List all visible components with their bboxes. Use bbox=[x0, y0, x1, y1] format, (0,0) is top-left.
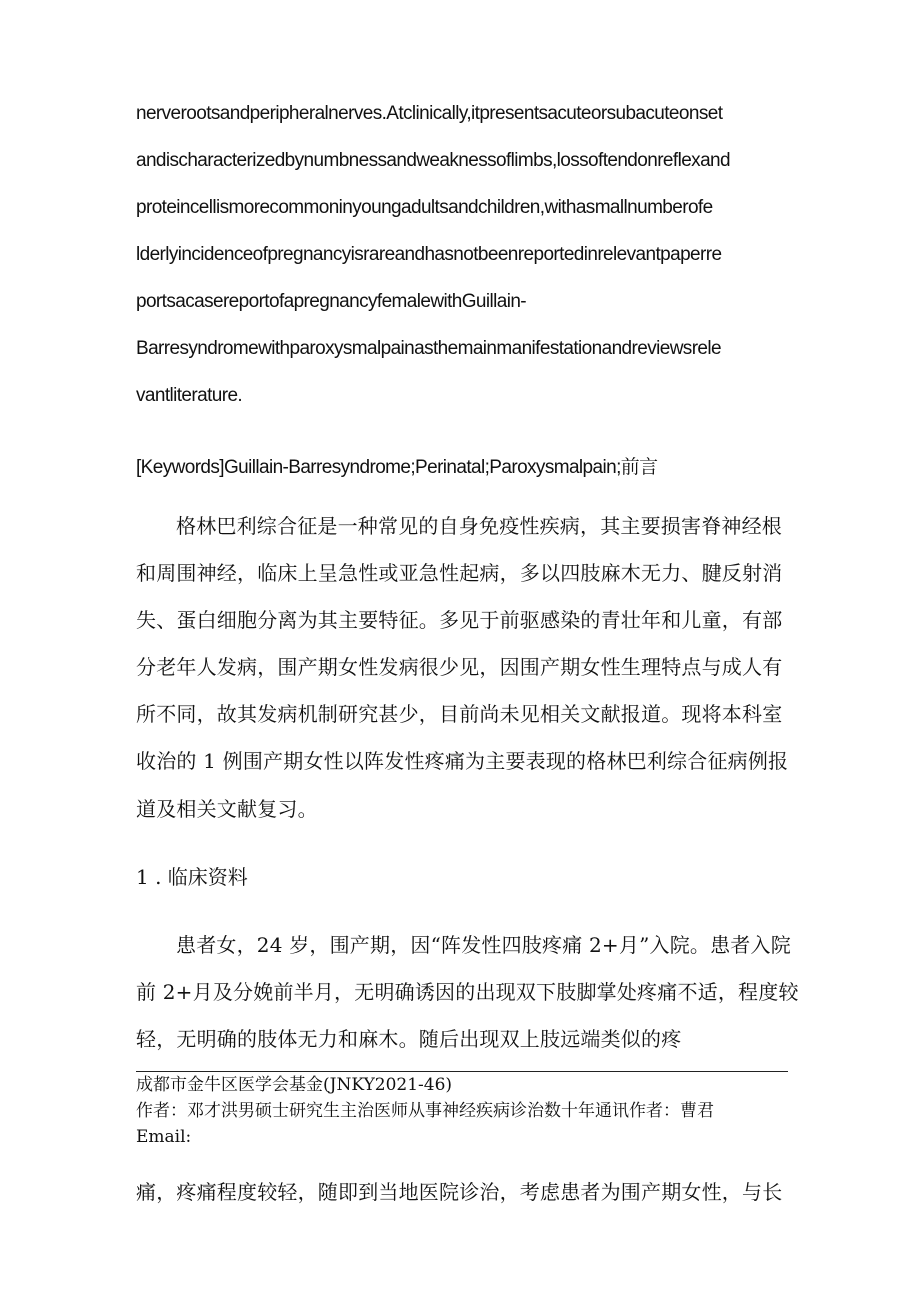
intro-line: 和周围神经，临床上呈急性或亚急性起病，多以四肢麻木无力、腱反射消 bbox=[136, 561, 783, 585]
intro-line: 所不同，故其发病机制研究甚少，目前尚未见相关文献报道。现将本科室 bbox=[136, 702, 783, 726]
footnote-author: 作者：邓才洪男硕士研究生主治医师从事神经疾病诊治数十年通讯作者：曹君 bbox=[136, 1101, 714, 1121]
abstract-line: nerverootsandperipheralnerves.Atclinically,itpresentsacuteorsubacuteonset bbox=[136, 103, 723, 124]
intro-line: 失、蛋白细胞分离为其主要特征。多见于前驱感染的青壮年和儿童，有部 bbox=[136, 608, 783, 632]
footnote-email: Email: bbox=[136, 1127, 192, 1147]
case-line: 患者女，24 岁，围产期，因“阵发性四肢疼痛 2+月”入院。患者入院 bbox=[176, 933, 791, 957]
abstract-line: vantliterature. bbox=[136, 385, 243, 406]
footnote-separator bbox=[136, 1071, 788, 1072]
intro-line: 格林巴利综合征是一种常见的自身免疫性疾病，其主要损害脊神经根 bbox=[176, 514, 782, 538]
abstract-line: andischaracterizedbynumbnessandweaknessoflimbs,lossoftendonreflexand bbox=[136, 150, 730, 171]
case-line: 前 2+月及分娩前半月，无明确诱因的出现双下肢脚掌处疼痛不适，程度较 bbox=[136, 980, 799, 1004]
case-line: 轻，无明确的肢体无力和麻木。随后出现双上肢远端类似的疼 bbox=[136, 1027, 682, 1051]
abstract-line: Barresyndromewithparoxysmalpainasthemainmanifestationandreviewsrele bbox=[136, 338, 721, 359]
abstract-line: proteincellismorecommoninyoungadultsandchildren,withasmallnumberofe bbox=[136, 197, 713, 218]
footnote-fund: 成都市金牛区医学会基金(JNKY2021-46) bbox=[136, 1075, 453, 1095]
section-heading: 1 . 临床资料 bbox=[136, 865, 248, 889]
continuation-line: 痛，疼痛程度较轻，随即到当地医院诊治，考虑患者为围产期女性，与长 bbox=[136, 1180, 783, 1204]
intro-line: 道及相关文献复习。 bbox=[136, 797, 318, 821]
intro-line: 分老年人发病，围产期女性发病很少见，因围产期女性生理特点与成人有 bbox=[136, 655, 783, 679]
abstract-line: lderlyincidenceofpregnancyisrareandhasnotbeenreportedinrelevantpaperre bbox=[136, 244, 722, 265]
keywords-line: [Keywords]Guillain-Barresyndrome;Perinatal;Paroxysmalpain;前言 bbox=[136, 457, 658, 478]
abstract-line: portsacasereportofapregnancyfemalewithGuillain- bbox=[136, 291, 527, 312]
intro-line: 收治的 1 例围产期女性以阵发性疼痛为主要表现的格林巴利综合征病例报 bbox=[136, 749, 789, 773]
